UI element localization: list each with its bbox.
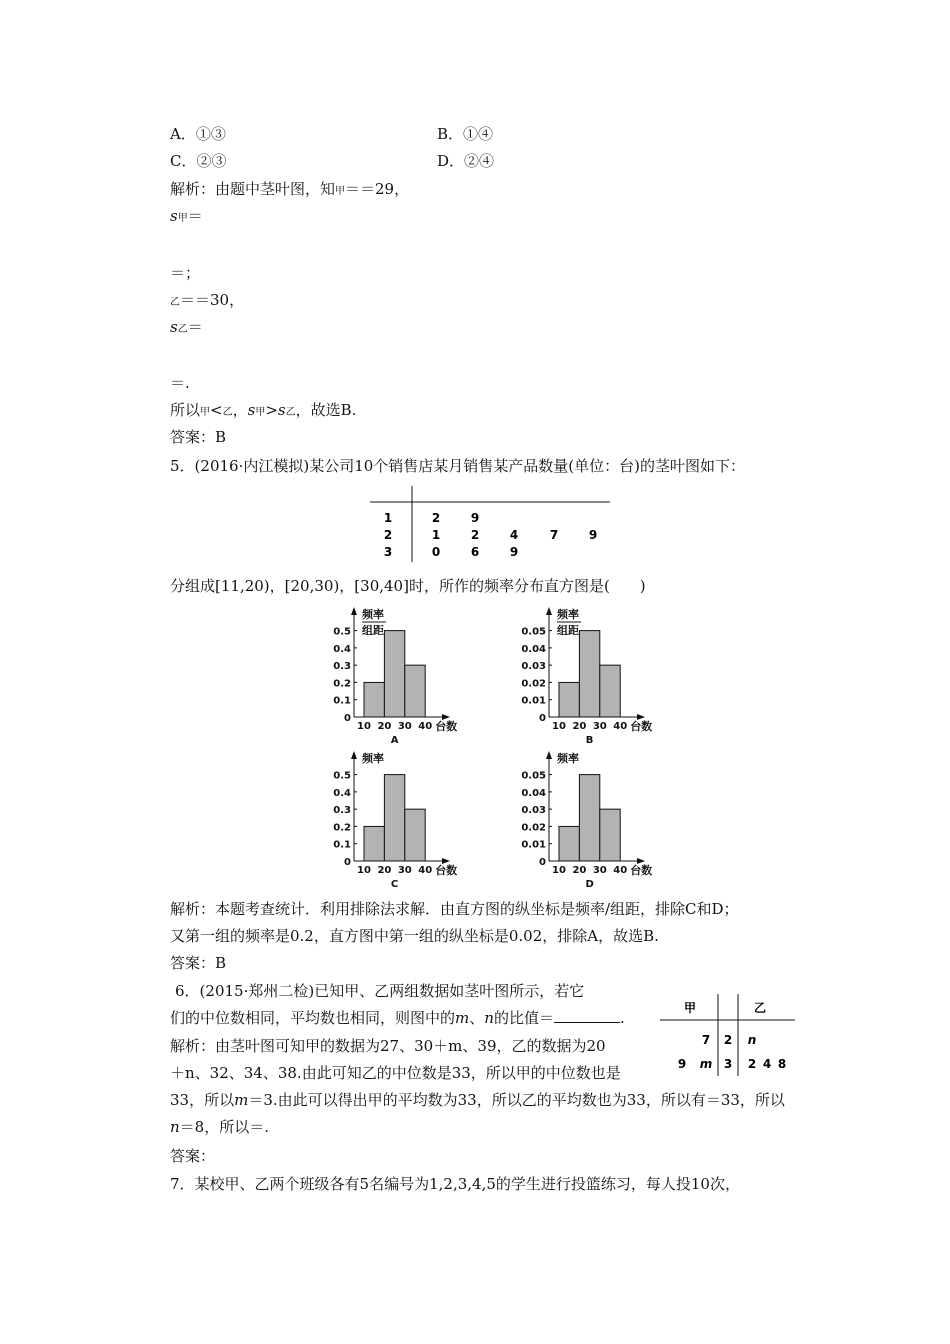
stem-value: 3 bbox=[383, 545, 393, 559]
histogram-bar bbox=[559, 826, 579, 861]
q6-answer: 答案： bbox=[170, 1147, 216, 1165]
histogram-bar bbox=[579, 775, 599, 861]
y-tick-label: 0.05 bbox=[521, 770, 546, 782]
y-tick-label: 0.01 bbox=[521, 839, 546, 851]
q6-stem-leaf-plot bbox=[660, 994, 795, 1076]
y-tick-label: 0.04 bbox=[521, 643, 546, 655]
x-tick-label: 40 bbox=[418, 721, 433, 732]
y-axis-label-bottom: 组距 bbox=[557, 624, 579, 637]
y-tick-label: 0.2 bbox=[333, 822, 351, 834]
y-tick-label: 0.02 bbox=[521, 822, 546, 834]
histogram-bar bbox=[384, 775, 404, 861]
x-tick-label: 30 bbox=[592, 721, 607, 732]
q4-answer: 答案：B bbox=[170, 428, 227, 446]
q4-s-yi-line: s乙＝ bbox=[170, 318, 203, 336]
y-axis-arrow-icon bbox=[546, 607, 552, 615]
leaf-value: 7 bbox=[549, 528, 559, 542]
q4-analysis-line-1: 解析：由题中茎叶图，知甲＝＝29， bbox=[170, 180, 410, 198]
y-tick-label: 0.03 bbox=[521, 661, 546, 673]
leaf-value: 2 bbox=[470, 528, 480, 542]
y-tick-label: 0.01 bbox=[521, 695, 546, 707]
chart-option-label: D bbox=[585, 879, 594, 890]
y-axis-label-top: 频率 bbox=[557, 608, 579, 621]
histogram-bar bbox=[405, 665, 425, 717]
leaf-value: 9 bbox=[470, 511, 480, 525]
y-tick-label: 0.03 bbox=[521, 805, 546, 817]
q4-eq-semicolon: ＝； bbox=[170, 264, 201, 282]
q6-analysis-line-2: ＋n、32、34、38.由此可知乙的中位数是33，所以甲的中位数也是 bbox=[170, 1064, 621, 1082]
leaf-value: 0 bbox=[431, 545, 441, 559]
y-tick-label: 0 bbox=[539, 713, 546, 724]
q6-analysis-line-1: 解析：由茎叶图可知甲的数据为27、30＋m、39，乙的数据为20 bbox=[170, 1037, 606, 1055]
x-axis-label: 台数 bbox=[630, 720, 653, 733]
x-axis-label: 台数 bbox=[435, 864, 458, 877]
x-tick-label: 10 bbox=[357, 865, 371, 876]
x-tick-label: 20 bbox=[572, 865, 587, 876]
y-tick-label: 0.3 bbox=[333, 805, 351, 817]
stem2-stem-value: 2 bbox=[723, 1033, 733, 1047]
x-tick-label: 10 bbox=[552, 721, 566, 732]
stem2-right-leaf: 8 bbox=[777, 1057, 787, 1071]
y-tick-label: 0 bbox=[344, 857, 351, 868]
y-axis-label-top: 频率 bbox=[362, 752, 384, 765]
x-tick-label: 10 bbox=[357, 721, 371, 732]
q5-analysis-line-1: 解析：本题考查统计．利用排除法求解．由直方图的纵坐标是频率/组距，排除C和D； bbox=[170, 900, 739, 918]
leaf-value: 2 bbox=[431, 511, 441, 525]
leaf-value: 9 bbox=[509, 545, 519, 559]
q4-eq-period: ＝. bbox=[170, 374, 190, 392]
x-tick-label: 40 bbox=[613, 721, 628, 732]
histogram-bar bbox=[364, 826, 384, 861]
y-tick-label: 0.3 bbox=[333, 661, 351, 673]
y-axis-arrow-icon bbox=[351, 607, 357, 615]
histogram-bar bbox=[579, 631, 599, 717]
x-axis-label: 台数 bbox=[435, 720, 458, 733]
histogram-bar bbox=[364, 682, 384, 717]
y-tick-label: 0.5 bbox=[333, 626, 351, 638]
y-tick-label: 0.5 bbox=[333, 770, 351, 782]
chart-option-label: B bbox=[585, 735, 594, 746]
q6-question-line-2: 们的中位数相同，平均数也相同，则图中的m、n的比值＝ . bbox=[170, 1009, 625, 1027]
histogram-d bbox=[513, 750, 663, 894]
y-tick-label: 0.2 bbox=[333, 678, 351, 690]
y-tick-label: 0.05 bbox=[521, 626, 546, 638]
option-a: A．①③ bbox=[170, 125, 226, 143]
q5-answer: 答案：B bbox=[170, 954, 227, 972]
q5-analysis-line-2: 又第一组的频率是0.2，直方图中第一组的纵坐标是0.02，排除A，故选B. bbox=[170, 927, 659, 945]
y-tick-label: 0 bbox=[539, 857, 546, 868]
q6-analysis-line-3: 33，所以m＝3.由此可以得出甲的平均数为33，所以乙的平均数也为33，所以有＝33，所以 bbox=[170, 1091, 785, 1109]
leaf-value: 4 bbox=[509, 528, 519, 542]
x-tick-label: 40 bbox=[613, 865, 628, 876]
q6-analysis-line-4: n＝8，所以＝. bbox=[170, 1118, 269, 1136]
y-tick-label: 0.4 bbox=[333, 643, 351, 655]
q4-s-jia-line: s甲＝ bbox=[170, 207, 203, 225]
histogram-bar bbox=[384, 631, 404, 717]
q5-grouping-text: 分组成[11,20)，[20,30)，[30,40]时，所作的频率分布直方图是( ) bbox=[170, 577, 646, 595]
y-axis-arrow-icon bbox=[351, 751, 357, 759]
stem2-right-leaf: 2 bbox=[747, 1057, 757, 1071]
x-axis-label: 台数 bbox=[630, 864, 653, 877]
option-d: D．②④ bbox=[437, 152, 495, 170]
y-axis-label-top: 频率 bbox=[362, 608, 384, 621]
y-tick-label: 0.02 bbox=[521, 678, 546, 690]
x-tick-label: 20 bbox=[377, 721, 392, 732]
x-tick-label: 20 bbox=[572, 721, 587, 732]
histogram-bar bbox=[600, 809, 620, 861]
stem2-left-leaf: 9 bbox=[677, 1057, 687, 1071]
answer-blank bbox=[554, 1008, 620, 1023]
chart-option-label: A bbox=[390, 735, 399, 746]
option-c: C．②③ bbox=[170, 152, 227, 170]
q6-question-line-1: 6．(2015·郑州二检)已知甲、乙两组数据如茎叶图所示，若它 bbox=[175, 982, 585, 1000]
stem2-header-yi: 乙 bbox=[753, 1001, 767, 1015]
histogram-bar bbox=[600, 665, 620, 717]
y-axis-arrow-icon bbox=[546, 751, 552, 759]
y-tick-label: 0 bbox=[344, 713, 351, 724]
stem2-stem-value: 3 bbox=[723, 1057, 733, 1071]
histogram-bar bbox=[405, 809, 425, 861]
y-axis-label-top: 频率 bbox=[557, 752, 579, 765]
histogram-bar bbox=[559, 682, 579, 717]
q5-question-text: 5．(2016·内江模拟)某公司10个销售店某月销售某产品数量(单位：台)的茎叶图如下： bbox=[170, 457, 745, 475]
histogram-c bbox=[328, 750, 468, 894]
stem2-header-jia: 甲 bbox=[683, 1001, 697, 1015]
option-b: B．①④ bbox=[437, 125, 494, 143]
q5-stem-leaf-plot bbox=[370, 486, 610, 562]
stem2-left-leaf: m bbox=[699, 1057, 713, 1071]
q4-yi-mean-line: 乙＝＝30， bbox=[170, 291, 245, 309]
y-tick-label: 0.04 bbox=[521, 787, 546, 799]
histogram-a bbox=[328, 606, 468, 750]
stem2-right-leaf: 4 bbox=[762, 1057, 772, 1071]
x-tick-label: 30 bbox=[397, 865, 412, 876]
q4-conclusion: 所以甲<乙，s甲>s乙，故选B. bbox=[170, 401, 357, 419]
y-tick-label: 0.1 bbox=[333, 695, 351, 707]
q7-question-text: 7．某校甲、乙两个班级各有5名编号为1,2,3,4,5的学生进行投篮练习，每人投10次， bbox=[170, 1175, 740, 1193]
x-tick-label: 30 bbox=[592, 865, 607, 876]
x-tick-label: 10 bbox=[552, 865, 566, 876]
y-tick-label: 0.4 bbox=[333, 787, 351, 799]
stem-value: 2 bbox=[383, 528, 393, 542]
stem-value: 1 bbox=[383, 511, 393, 525]
stem2-left-leaf: 7 bbox=[701, 1033, 711, 1047]
y-tick-label: 0.1 bbox=[333, 839, 351, 851]
x-tick-label: 30 bbox=[397, 721, 412, 732]
leaf-value: 9 bbox=[588, 528, 598, 542]
chart-option-label: C bbox=[390, 879, 399, 890]
leaf-value: 6 bbox=[470, 545, 480, 559]
x-tick-label: 40 bbox=[418, 865, 433, 876]
x-tick-label: 20 bbox=[377, 865, 392, 876]
histogram-b bbox=[513, 606, 663, 750]
stem2-right-leaf: n bbox=[747, 1033, 757, 1047]
leaf-value: 1 bbox=[431, 528, 441, 542]
y-axis-label-bottom: 组距 bbox=[362, 624, 384, 637]
